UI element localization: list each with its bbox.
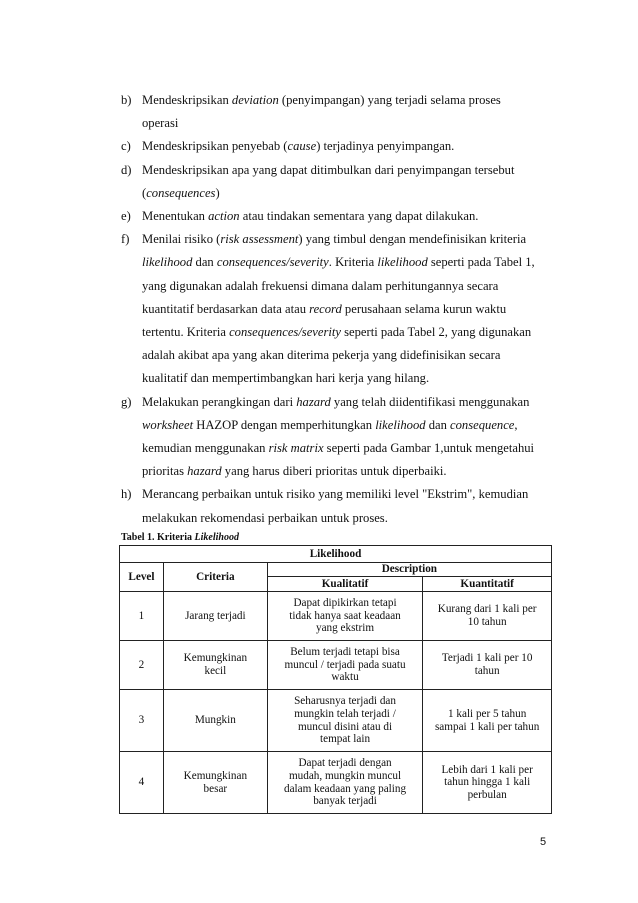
text-line: worksheet HAZOP dengan memperhitungkan likelihood dan consequence, xyxy=(142,417,518,432)
cell-kuantitatif: Kurang dari 1 kali per 10 tahun xyxy=(423,592,552,641)
cell-level: 2 xyxy=(120,641,164,690)
header-kuantitatif: Kuantitatif xyxy=(423,577,552,592)
likelihood-table xyxy=(119,545,552,814)
text-line: prioritas hazard yang harus diberi prioritas untuk diperbaiki. xyxy=(142,464,447,479)
cell-kuantitatif: 1 kali per 5 tahun sampai 1 kali per tahun xyxy=(423,690,552,752)
cell-kuantitatif: Terjadi 1 kali per 10 tahun xyxy=(423,641,552,690)
text-line: tertentu. Kriteria consequences/severity seperti pada Tabel 2, yang digunakan xyxy=(142,325,532,340)
page-number: 5 xyxy=(540,836,547,848)
list-marker: g) xyxy=(121,394,132,409)
text-line: Menentukan action atau tindakan sementara yang dapat dilakukan. xyxy=(142,209,479,224)
text-line: Mendeskripsikan deviation (penyimpangan) yang terjadi selama proses xyxy=(142,93,501,107)
list-item xyxy=(121,228,551,390)
list-marker: h) xyxy=(121,487,132,502)
list-item xyxy=(121,205,551,228)
text-line: kuantitatif berdasarkan data atau record perusahaan selama kurun waktu xyxy=(142,301,507,316)
cell-criteria: Kemungkinan besar xyxy=(163,752,267,814)
cell-criteria: Kemungkinan kecil xyxy=(163,641,267,690)
text-line: likelihood dan consequences/severity. Kriteria likelihood seperti pada Tabel 1, xyxy=(142,255,535,270)
table-title: Likelihood xyxy=(120,546,552,563)
header-level: Level xyxy=(120,563,164,592)
list-marker: e) xyxy=(121,209,131,224)
list-item xyxy=(121,159,551,205)
text-line: Merancang perbaikan untuk risiko yang memiliki level "Ekstrim", kemudian xyxy=(142,487,529,502)
cell-level: 1 xyxy=(120,592,164,641)
list-item xyxy=(121,391,551,484)
text-line: (consequences) xyxy=(142,185,220,200)
table-row xyxy=(120,641,552,690)
table-caption: Tabel 1. Kriteria Likelihood xyxy=(121,532,239,543)
table-row xyxy=(120,752,552,814)
cell-criteria: Jarang terjadi xyxy=(163,592,267,641)
header-description: Description xyxy=(267,563,551,577)
text-line: Melakukan perangkingan dari hazard yang telah diidentifikasi menggunakan xyxy=(142,394,530,409)
cell-kualitatif: Belum terjadi tetapi bisa muncul / terjadi pada suatu waktu xyxy=(267,641,423,690)
header-kualitatif: Kualitatif xyxy=(267,577,423,592)
text-line: melakukan rekomendasi perbaikan untuk proses. xyxy=(142,510,388,525)
table-row xyxy=(120,690,552,752)
cell-kualitatif: Dapat terjadi dengan mudah, mungkin muncul dalam keadaan yang paling banyak terjadi xyxy=(267,752,423,814)
list-marker: f) xyxy=(121,232,130,247)
cell-level: 3 xyxy=(120,690,164,752)
list-marker: c) xyxy=(121,139,131,154)
text-line: yang digunakan adalah frekuensi dimana dalam perhitungannya secara xyxy=(142,278,499,293)
text-line: kualitatif dan mempertimbangkan hari kerja yang hilang. xyxy=(142,371,430,386)
table-row xyxy=(120,592,552,641)
cell-criteria: Mungkin xyxy=(163,690,267,752)
text-line: Menilai risiko (risk assessment) yang timbul dengan mendefinisikan kriteria xyxy=(142,232,527,247)
text-line: Mendeskripsikan penyebab (cause) terjadinya penyimpangan. xyxy=(142,139,455,154)
cell-kualitatif: Dapat dipikirkan tetapi tidak hanya saat keadaan yang ekstrim xyxy=(267,592,423,641)
procedure-list xyxy=(121,89,551,530)
list-marker: d) xyxy=(121,162,132,177)
cell-kuantitatif: Lebih dari 1 kali per tahun hingga 1 kali perbulan xyxy=(423,752,552,814)
cell-kualitatif: Seharusnya terjadi dan mungkin telah terjadi / muncul disini atau di tempat lain xyxy=(267,690,423,752)
cell-level: 4 xyxy=(120,752,164,814)
list-item xyxy=(121,135,551,158)
text-line: adalah akibat apa yang akan diterima pekerja yang didefinisikan secara xyxy=(142,348,501,363)
list-marker: b) xyxy=(121,93,132,107)
list-item xyxy=(121,483,551,529)
list-item xyxy=(121,89,551,135)
text-line: Mendeskripsikan apa yang dapat ditimbulkan dari penyimpangan tersebut xyxy=(142,162,515,177)
header-criteria: Criteria xyxy=(163,563,267,592)
text-line: kemudian menggunakan risk matrix seperti pada Gambar 1,untuk mengetahui xyxy=(142,441,535,456)
text-line: operasi xyxy=(142,116,179,131)
